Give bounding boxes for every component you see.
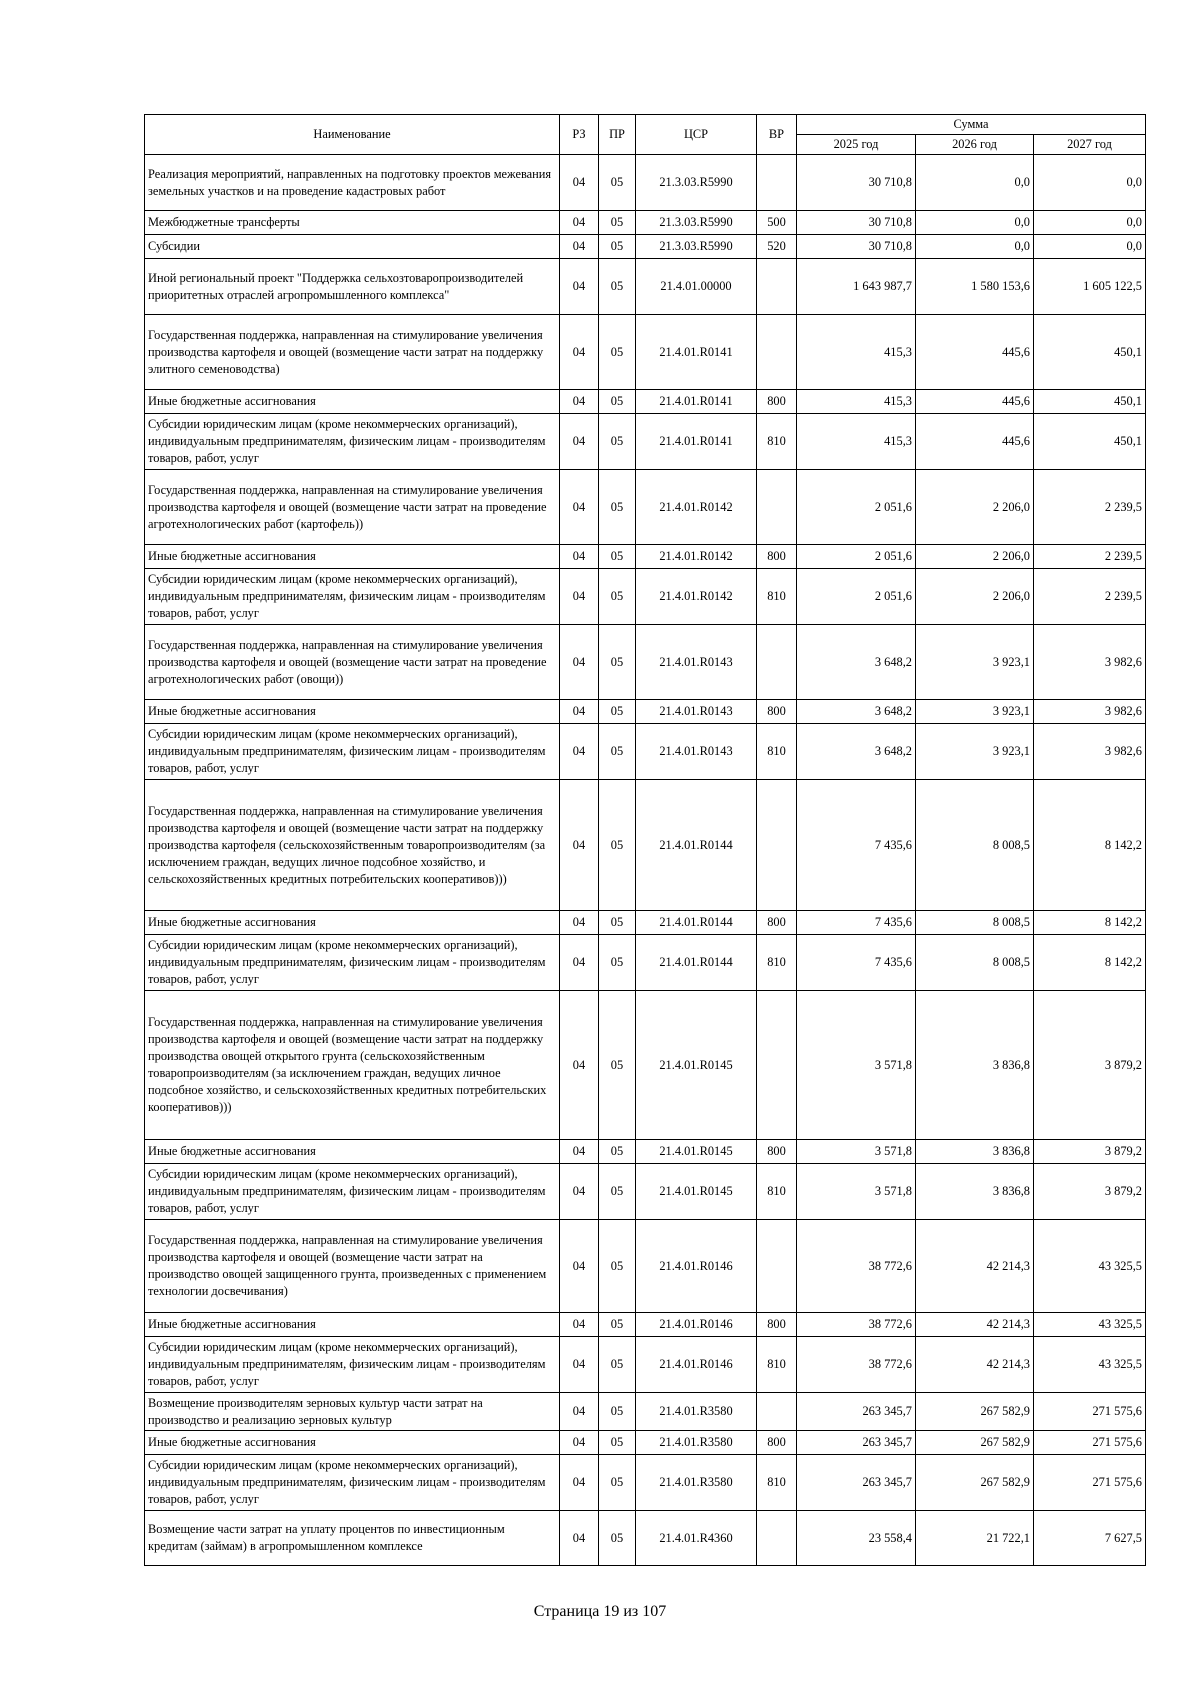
table-cell-csr: 21.4.01.R3580 bbox=[636, 1455, 757, 1511]
table-row bbox=[145, 1313, 1146, 1337]
table-cell-2026: 445,6 bbox=[916, 315, 1034, 390]
table-body bbox=[145, 155, 1146, 1566]
table-cell-pr: 05 bbox=[599, 1220, 636, 1313]
table-cell-rz: 04 bbox=[560, 1393, 599, 1431]
table-cell-rz: 04 bbox=[560, 1313, 599, 1337]
table-cell-2026: 42 214,3 bbox=[916, 1313, 1034, 1337]
table-cell-2026: 3 923,1 bbox=[916, 724, 1034, 780]
table-cell-2026: 8 008,5 bbox=[916, 780, 1034, 911]
table-cell-name: Государственная поддержка, направленная на стимулирование увеличения производства картофеля и овощей (возмещение части затрат на производство овощей защищенного грунта, произведенных с применением технологии досвечивания) bbox=[145, 1220, 560, 1313]
table-cell-vr bbox=[757, 991, 797, 1140]
table-cell-2026: 1 580 153,6 bbox=[916, 259, 1034, 315]
table-cell-pr: 05 bbox=[599, 545, 636, 569]
table-cell-vr bbox=[757, 1393, 797, 1431]
table-cell-pr: 05 bbox=[599, 780, 636, 911]
table-cell-2027: 3 982,6 bbox=[1034, 625, 1146, 700]
table-cell-2026: 445,6 bbox=[916, 414, 1034, 470]
table-cell-2027: 8 142,2 bbox=[1034, 911, 1146, 935]
table-cell-2027: 3 879,2 bbox=[1034, 1140, 1146, 1164]
table-cell-name: Субсидии юридическим лицам (кроме некоммерческих организаций), индивидуальным предпринимателям, физическим лицам - производителям товаров, работ, услуг bbox=[145, 1337, 560, 1393]
table-cell-vr: 810 bbox=[757, 569, 797, 625]
header-rz: РЗ bbox=[560, 115, 599, 155]
table-cell-csr: 21.4.01.R0143 bbox=[636, 625, 757, 700]
table-cell-name: Иной региональный проект "Поддержка сельхозтоваропроизводителей приоритетных отраслей агропромышленного комплекса" bbox=[145, 259, 560, 315]
table-row bbox=[145, 211, 1146, 235]
table-cell-2027: 450,1 bbox=[1034, 390, 1146, 414]
table-cell-2027: 3 879,2 bbox=[1034, 991, 1146, 1140]
table-cell-pr: 05 bbox=[599, 235, 636, 259]
table-cell-csr: 21.4.01.R0143 bbox=[636, 700, 757, 724]
table-cell-rz: 04 bbox=[560, 724, 599, 780]
table-cell-rz: 04 bbox=[560, 470, 599, 545]
table-cell-pr: 05 bbox=[599, 700, 636, 724]
header-sum: Сумма bbox=[797, 115, 1146, 135]
table-cell-vr bbox=[757, 780, 797, 911]
table-row bbox=[145, 1455, 1146, 1511]
table-row bbox=[145, 1337, 1146, 1393]
table-cell-vr: 810 bbox=[757, 724, 797, 780]
table-cell-csr: 21.4.01.R4360 bbox=[636, 1511, 757, 1566]
table-cell-rz: 04 bbox=[560, 1511, 599, 1566]
table-cell-vr bbox=[757, 625, 797, 700]
table-cell-pr: 05 bbox=[599, 390, 636, 414]
table-cell-2027: 0,0 bbox=[1034, 211, 1146, 235]
table-cell-name: Государственная поддержка, направленная на стимулирование увеличения производства картофеля и овощей (возмещение части затрат на проведение агротехнологических работ (картофель)) bbox=[145, 470, 560, 545]
table-cell-2026: 8 008,5 bbox=[916, 935, 1034, 991]
table-cell-vr: 800 bbox=[757, 545, 797, 569]
table-cell-2025: 38 772,6 bbox=[797, 1337, 916, 1393]
table-cell-2027: 3 982,6 bbox=[1034, 724, 1146, 780]
table-cell-vr: 800 bbox=[757, 700, 797, 724]
table-row bbox=[145, 235, 1146, 259]
table-cell-vr: 800 bbox=[757, 1431, 797, 1455]
budget-table bbox=[144, 114, 1146, 1566]
table-cell-rz: 04 bbox=[560, 1220, 599, 1313]
table-cell-vr: 800 bbox=[757, 911, 797, 935]
table-cell-pr: 05 bbox=[599, 1393, 636, 1431]
header-name: Наименование bbox=[145, 115, 560, 155]
table-cell-rz: 04 bbox=[560, 545, 599, 569]
table-cell-2026: 3 923,1 bbox=[916, 700, 1034, 724]
table-cell-csr: 21.4.01.R0146 bbox=[636, 1313, 757, 1337]
table-cell-2027: 450,1 bbox=[1034, 414, 1146, 470]
table-cell-2025: 38 772,6 bbox=[797, 1220, 916, 1313]
table-cell-2027: 7 627,5 bbox=[1034, 1511, 1146, 1566]
table-cell-pr: 05 bbox=[599, 724, 636, 780]
table-cell-2027: 271 575,6 bbox=[1034, 1431, 1146, 1455]
header-year-2025: 2025 год bbox=[797, 135, 916, 155]
table-cell-2025: 3 648,2 bbox=[797, 700, 916, 724]
table-cell-2027: 2 239,5 bbox=[1034, 545, 1146, 569]
table-cell-name: Субсидии юридическим лицам (кроме некоммерческих организаций), индивидуальным предпринимателям, физическим лицам - производителям товаров, работ, услуг bbox=[145, 414, 560, 470]
table-row bbox=[145, 315, 1146, 390]
table-cell-name: Реализация мероприятий, направленных на подготовку проектов межевания земельных участков и на проведение кадастровых работ bbox=[145, 155, 560, 211]
table-cell-pr: 05 bbox=[599, 1164, 636, 1220]
table-cell-name: Субсидии юридическим лицам (кроме некоммерческих организаций), индивидуальным предпринимателям, физическим лицам - производителям товаров, работ, услуг bbox=[145, 569, 560, 625]
table-cell-csr: 21.4.01.R0144 bbox=[636, 911, 757, 935]
table-cell-name: Субсидии юридическим лицам (кроме некоммерческих организаций), индивидуальным предпринимателям, физическим лицам - производителям товаров, работ, услуг bbox=[145, 1455, 560, 1511]
table-cell-2027: 0,0 bbox=[1034, 235, 1146, 259]
table-cell-2025: 1 643 987,7 bbox=[797, 259, 916, 315]
table-row bbox=[145, 935, 1146, 991]
table-cell-2026: 267 582,9 bbox=[916, 1431, 1034, 1455]
table-cell-csr: 21.4.01.R3580 bbox=[636, 1431, 757, 1455]
table-cell-2025: 3 648,2 bbox=[797, 724, 916, 780]
table-cell-name: Государственная поддержка, направленная на стимулирование увеличения производства картофеля и овощей (возмещение части затрат на поддержку производства овощей открытого грунта (сельскохозяйственным товаропроизводителям (за исключением граждан, ведущих личное подсобное хозяйство, и сельскохозяйственных кредитных потребительских кооперативов))) bbox=[145, 991, 560, 1140]
table-cell-vr: 800 bbox=[757, 1140, 797, 1164]
table-cell-2026: 2 206,0 bbox=[916, 569, 1034, 625]
table-cell-2026: 3 836,8 bbox=[916, 1140, 1034, 1164]
table-cell-rz: 04 bbox=[560, 935, 599, 991]
table-cell-rz: 04 bbox=[560, 1337, 599, 1393]
table-cell-2026: 3 836,8 bbox=[916, 991, 1034, 1140]
table-cell-2027: 43 325,5 bbox=[1034, 1220, 1146, 1313]
table-cell-rz: 04 bbox=[560, 235, 599, 259]
table-cell-2025: 3 571,8 bbox=[797, 1164, 916, 1220]
table-cell-vr: 500 bbox=[757, 211, 797, 235]
table-cell-name: Государственная поддержка, направленная на стимулирование увеличения производства картофеля и овощей (возмещение части затрат на проведение агротехнологических работ (овощи)) bbox=[145, 625, 560, 700]
table-cell-csr: 21.3.03.R5990 bbox=[636, 235, 757, 259]
table-cell-vr: 810 bbox=[757, 414, 797, 470]
table-cell-pr: 05 bbox=[599, 259, 636, 315]
table-cell-name: Возмещение производителям зерновых культур части затрат на производство и реализацию зерновых культур bbox=[145, 1393, 560, 1431]
table-cell-2025: 7 435,6 bbox=[797, 911, 916, 935]
table-cell-rz: 04 bbox=[560, 414, 599, 470]
table-cell-csr: 21.4.01.00000 bbox=[636, 259, 757, 315]
table-cell-2027: 3 982,6 bbox=[1034, 700, 1146, 724]
table-row bbox=[145, 991, 1146, 1140]
table-cell-name: Иные бюджетные ассигнования bbox=[145, 1313, 560, 1337]
table-row bbox=[145, 625, 1146, 700]
table-cell-2027: 0,0 bbox=[1034, 155, 1146, 211]
table-cell-rz: 04 bbox=[560, 1140, 599, 1164]
table-cell-name: Иные бюджетные ассигнования bbox=[145, 911, 560, 935]
table-cell-2027: 8 142,2 bbox=[1034, 780, 1146, 911]
table-cell-2025: 38 772,6 bbox=[797, 1313, 916, 1337]
table-cell-2026: 2 206,0 bbox=[916, 470, 1034, 545]
table-cell-csr: 21.4.01.R0145 bbox=[636, 1140, 757, 1164]
header-vr: ВР bbox=[757, 115, 797, 155]
table-cell-csr: 21.3.03.R5990 bbox=[636, 211, 757, 235]
header-csr: ЦСР bbox=[636, 115, 757, 155]
table-cell-name: Иные бюджетные ассигнования bbox=[145, 700, 560, 724]
table-cell-name: Государственная поддержка, направленная на стимулирование увеличения производства картофеля и овощей (возмещение части затрат на поддержку элитного семеноводства) bbox=[145, 315, 560, 390]
table-cell-name: Иные бюджетные ассигнования bbox=[145, 390, 560, 414]
table-row bbox=[145, 1511, 1146, 1566]
table-cell-csr: 21.4.01.R0142 bbox=[636, 569, 757, 625]
table-cell-2026: 445,6 bbox=[916, 390, 1034, 414]
table-cell-vr: 520 bbox=[757, 235, 797, 259]
table-cell-2025: 7 435,6 bbox=[797, 935, 916, 991]
table-cell-rz: 04 bbox=[560, 700, 599, 724]
table-cell-name: Иные бюджетные ассигнования bbox=[145, 1140, 560, 1164]
table-cell-rz: 04 bbox=[560, 1455, 599, 1511]
table-cell-csr: 21.4.01.R0143 bbox=[636, 724, 757, 780]
table-cell-vr bbox=[757, 315, 797, 390]
table-cell-2027: 43 325,5 bbox=[1034, 1337, 1146, 1393]
table-cell-csr: 21.4.01.R0142 bbox=[636, 470, 757, 545]
table-cell-pr: 05 bbox=[599, 991, 636, 1140]
table-header bbox=[145, 115, 1146, 155]
table-cell-name: Субсидии юридическим лицам (кроме некоммерческих организаций), индивидуальным предпринимателям, физическим лицам - производителям товаров, работ, услуг bbox=[145, 935, 560, 991]
table-cell-vr bbox=[757, 1220, 797, 1313]
table-row bbox=[145, 414, 1146, 470]
table-row bbox=[145, 1220, 1146, 1313]
table-cell-2026: 0,0 bbox=[916, 211, 1034, 235]
table-cell-name: Субсидии bbox=[145, 235, 560, 259]
table-cell-csr: 21.4.01.R0141 bbox=[636, 414, 757, 470]
table-cell-rz: 04 bbox=[560, 1164, 599, 1220]
table-cell-2025: 2 051,6 bbox=[797, 470, 916, 545]
table-cell-vr bbox=[757, 259, 797, 315]
table-cell-csr: 21.3.03.R5990 bbox=[636, 155, 757, 211]
table-cell-csr: 21.4.01.R0144 bbox=[636, 780, 757, 911]
table-cell-vr bbox=[757, 155, 797, 211]
table-cell-pr: 05 bbox=[599, 155, 636, 211]
page-number: Страница 19 из 107 bbox=[533, 1603, 667, 1620]
table-cell-vr: 800 bbox=[757, 1313, 797, 1337]
table-cell-2025: 30 710,8 bbox=[797, 235, 916, 259]
table-cell-pr: 05 bbox=[599, 1140, 636, 1164]
table-cell-csr: 21.4.01.R0145 bbox=[636, 1164, 757, 1220]
table-cell-2025: 30 710,8 bbox=[797, 155, 916, 211]
table-cell-vr: 810 bbox=[757, 1164, 797, 1220]
table-cell-name: Иные бюджетные ассигнования bbox=[145, 545, 560, 569]
table-cell-rz: 04 bbox=[560, 911, 599, 935]
table-row bbox=[145, 155, 1146, 211]
table-cell-pr: 05 bbox=[599, 211, 636, 235]
table-row bbox=[145, 1431, 1146, 1455]
table-cell-2025: 2 051,6 bbox=[797, 569, 916, 625]
table-cell-name: Возмещение части затрат на уплату процентов по инвестиционным кредитам (займам) в агропромышленном комплексе bbox=[145, 1511, 560, 1566]
table-cell-pr: 05 bbox=[599, 911, 636, 935]
table-cell-name: Иные бюджетные ассигнования bbox=[145, 1431, 560, 1455]
table-cell-2026: 0,0 bbox=[916, 235, 1034, 259]
table-cell-pr: 05 bbox=[599, 935, 636, 991]
table-cell-2025: 263 345,7 bbox=[797, 1393, 916, 1431]
table-cell-vr: 810 bbox=[757, 1455, 797, 1511]
table-cell-csr: 21.4.01.R0144 bbox=[636, 935, 757, 991]
table-cell-2027: 8 142,2 bbox=[1034, 935, 1146, 991]
table-cell-vr: 810 bbox=[757, 935, 797, 991]
table-cell-name: Субсидии юридическим лицам (кроме некоммерческих организаций), индивидуальным предпринимателям, физическим лицам - производителям товаров, работ, услуг bbox=[145, 724, 560, 780]
table-cell-2026: 267 582,9 bbox=[916, 1455, 1034, 1511]
table-row bbox=[145, 569, 1146, 625]
table-cell-rz: 04 bbox=[560, 259, 599, 315]
table-cell-rz: 04 bbox=[560, 991, 599, 1140]
table-cell-2026: 2 206,0 bbox=[916, 545, 1034, 569]
table-cell-2027: 43 325,5 bbox=[1034, 1313, 1146, 1337]
table-cell-name: Государственная поддержка, направленная на стимулирование увеличения производства картофеля и овощей (возмещение части затрат на поддержку производства картофеля (сельскохозяйственным товаропроизводителям (за исключением граждан, ведущих личное подсобное хозяйство, и сельскохозяйственных кредитных потребительских кооперативов))) bbox=[145, 780, 560, 911]
table-cell-2026: 42 214,3 bbox=[916, 1337, 1034, 1393]
table-cell-2025: 415,3 bbox=[797, 390, 916, 414]
table-cell-pr: 05 bbox=[599, 1337, 636, 1393]
table-cell-2027: 1 605 122,5 bbox=[1034, 259, 1146, 315]
table-cell-2027: 2 239,5 bbox=[1034, 569, 1146, 625]
table-cell-pr: 05 bbox=[599, 1455, 636, 1511]
table-cell-csr: 21.4.01.R0146 bbox=[636, 1337, 757, 1393]
table-cell-csr: 21.4.01.R3580 bbox=[636, 1393, 757, 1431]
table-row bbox=[145, 724, 1146, 780]
table-cell-rz: 04 bbox=[560, 315, 599, 390]
table-cell-2025: 2 051,6 bbox=[797, 545, 916, 569]
table-cell-pr: 05 bbox=[599, 315, 636, 390]
table-cell-rz: 04 bbox=[560, 155, 599, 211]
table-row bbox=[145, 545, 1146, 569]
table-cell-2026: 3 923,1 bbox=[916, 625, 1034, 700]
table-cell-pr: 05 bbox=[599, 1313, 636, 1337]
table-cell-csr: 21.4.01.R0141 bbox=[636, 390, 757, 414]
table-cell-csr: 21.4.01.R0146 bbox=[636, 1220, 757, 1313]
table-cell-2027: 2 239,5 bbox=[1034, 470, 1146, 545]
table-cell-name: Межбюджетные трансферты bbox=[145, 211, 560, 235]
table-cell-csr: 21.4.01.R0141 bbox=[636, 315, 757, 390]
table-cell-rz: 04 bbox=[560, 390, 599, 414]
table-cell-csr: 21.4.01.R0142 bbox=[636, 545, 757, 569]
table-cell-2025: 30 710,8 bbox=[797, 211, 916, 235]
table-cell-rz: 04 bbox=[560, 625, 599, 700]
table-cell-2026: 267 582,9 bbox=[916, 1393, 1034, 1431]
table-cell-2027: 450,1 bbox=[1034, 315, 1146, 390]
table-cell-2025: 263 345,7 bbox=[797, 1455, 916, 1511]
table-cell-2026: 3 836,8 bbox=[916, 1164, 1034, 1220]
table-cell-pr: 05 bbox=[599, 1511, 636, 1566]
table-cell-2025: 415,3 bbox=[797, 315, 916, 390]
table-cell-2025: 3 648,2 bbox=[797, 625, 916, 700]
table-cell-vr: 800 bbox=[757, 390, 797, 414]
table-row bbox=[145, 1393, 1146, 1431]
table-cell-rz: 04 bbox=[560, 211, 599, 235]
header-year-2027: 2027 год bbox=[1034, 135, 1146, 155]
table-cell-pr: 05 bbox=[599, 470, 636, 545]
table-row bbox=[145, 470, 1146, 545]
table-cell-pr: 05 bbox=[599, 569, 636, 625]
table-cell-2027: 271 575,6 bbox=[1034, 1393, 1146, 1431]
table-cell-2026: 0,0 bbox=[916, 155, 1034, 211]
table-row bbox=[145, 911, 1146, 935]
table-cell-rz: 04 bbox=[560, 1431, 599, 1455]
table-row bbox=[145, 1140, 1146, 1164]
table-row bbox=[145, 390, 1146, 414]
table-cell-2025: 7 435,6 bbox=[797, 780, 916, 911]
table-row bbox=[145, 700, 1146, 724]
table-cell-pr: 05 bbox=[599, 625, 636, 700]
table-row bbox=[145, 780, 1146, 911]
table-cell-vr bbox=[757, 1511, 797, 1566]
table-cell-name: Субсидии юридическим лицам (кроме некоммерческих организаций), индивидуальным предпринимателям, физическим лицам - производителям товаров, работ, услуг bbox=[145, 1164, 560, 1220]
table-cell-2025: 263 345,7 bbox=[797, 1431, 916, 1455]
table-cell-2025: 23 558,4 bbox=[797, 1511, 916, 1566]
table-cell-2027: 271 575,6 bbox=[1034, 1455, 1146, 1511]
table-cell-2025: 3 571,8 bbox=[797, 991, 916, 1140]
table-cell-rz: 04 bbox=[560, 780, 599, 911]
header-pr: ПР bbox=[599, 115, 636, 155]
table-cell-csr: 21.4.01.R0145 bbox=[636, 991, 757, 1140]
table-cell-2025: 3 571,8 bbox=[797, 1140, 916, 1164]
table-cell-pr: 05 bbox=[599, 1431, 636, 1455]
table-cell-2025: 415,3 bbox=[797, 414, 916, 470]
table-cell-2026: 42 214,3 bbox=[916, 1220, 1034, 1313]
table-cell-2026: 8 008,5 bbox=[916, 911, 1034, 935]
table-cell-rz: 04 bbox=[560, 569, 599, 625]
table-cell-vr bbox=[757, 470, 797, 545]
table-cell-pr: 05 bbox=[599, 414, 636, 470]
header-year-2026: 2026 год bbox=[916, 135, 1034, 155]
table-cell-vr: 810 bbox=[757, 1337, 797, 1393]
table-row bbox=[145, 259, 1146, 315]
table-row bbox=[145, 1164, 1146, 1220]
table-cell-2026: 21 722,1 bbox=[916, 1511, 1034, 1566]
table-cell-2027: 3 879,2 bbox=[1034, 1164, 1146, 1220]
